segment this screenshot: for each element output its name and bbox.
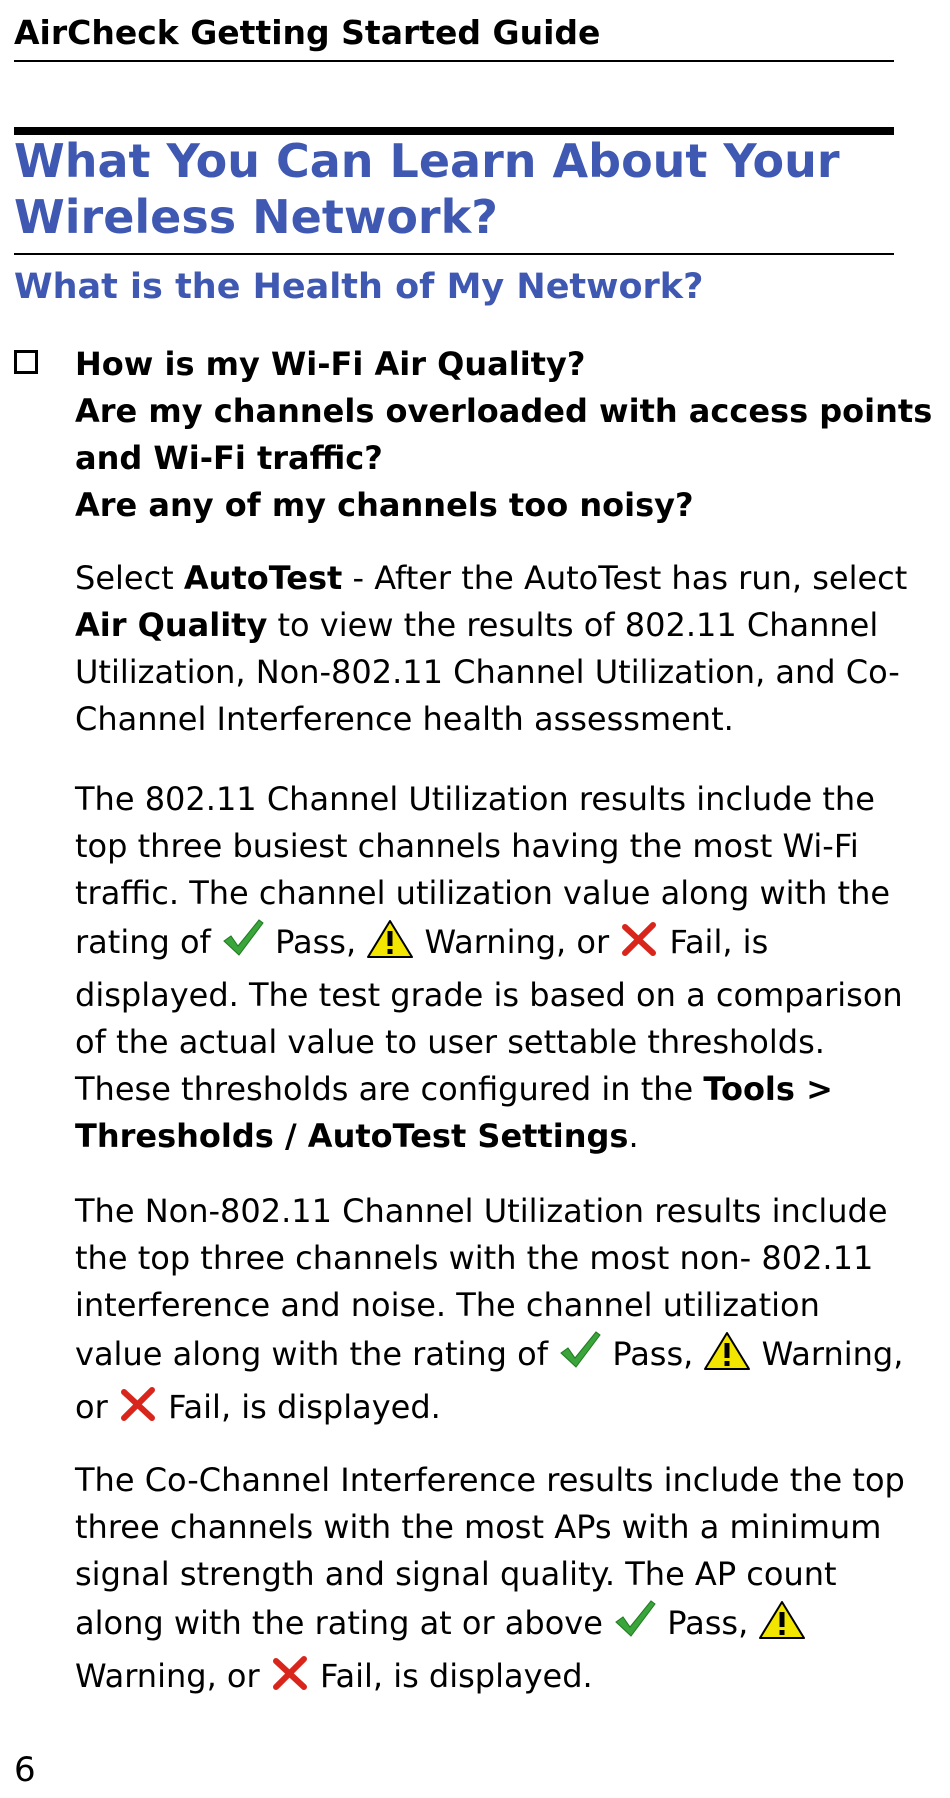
page-number: 6 [14,1750,36,1790]
text: . [628,1117,639,1155]
checkbox-icon [14,350,38,374]
question-line: Are my channels overloaded with access points [75,392,933,430]
text: Fail, is displayed. [309,1657,593,1695]
text: Pass, [264,923,367,961]
red-x-icon [118,1384,158,1437]
text: The Co-Channel Interference results include the top three channels with the most APs with a minimum signal strength and signal quality. The AP count along with the rating at or above [75,1461,905,1642]
question-list [75,341,933,529]
warning-triangle-icon [758,1600,806,1653]
text: Warning, or [75,1657,270,1695]
section-subtitle: What is the Health of My Network? [14,267,704,307]
paragraph-autotest [75,555,910,743]
text: Pass, [657,1604,759,1642]
running-header: AirCheck Getting Started Guide [14,10,894,62]
tools-thresholds-term: Tools > Thresholds / AutoTest Settings [75,1070,833,1155]
text: Pass, [602,1335,704,1373]
warning-triangle-icon [703,1331,751,1384]
checkmark-icon [613,1598,657,1653]
autotest-term: AutoTest [183,559,343,597]
text: The Non-802.11 Channel Utilization results include the top three channels with the most non- 802.11 interference and noise. The channel utilization value along with the rating of [75,1192,888,1373]
red-x-icon [270,1653,310,1706]
paragraph-non-80211 [75,1188,910,1437]
text: Select [75,559,184,597]
question-line: Are any of my channels too noisy? [75,486,694,524]
text: Warning, or [75,1335,904,1426]
paragraph-co-channel [75,1457,910,1706]
text: The 802.11 Channel Utilization results include the top three busiest channels having the most Wi-Fi traffic. The channel utilization value along with the rating of [75,780,891,961]
checkmark-icon [558,1329,602,1384]
paragraph-channel-utilization [75,776,910,1160]
text: - After the AutoTest has run, select [342,559,908,597]
section-title [14,133,894,255]
air-quality-term: Air Quality [75,606,268,644]
checkmark-icon [221,917,265,972]
question-line: and Wi-Fi traffic? [75,439,383,477]
text: Fail, is displayed. [157,1388,441,1426]
text: Warning, or [414,923,620,961]
section-title-line2: Wireless Network? [14,190,498,244]
text: Fail, is displayed. The test grade is based on a comparison of the actual value to user settable thresholds. These thresholds are configured in the [75,923,903,1108]
question-line: How is my Wi-Fi Air Quality? [75,345,586,383]
text: to view the results of 802.11 Channel Utilization, Non-802.11 Channel Utilization, and Co-Channel Interference health assessment. [75,606,900,738]
section-title-line1: What You Can Learn About Your [14,134,840,188]
warning-triangle-icon [366,919,414,972]
red-x-icon [619,919,659,972]
